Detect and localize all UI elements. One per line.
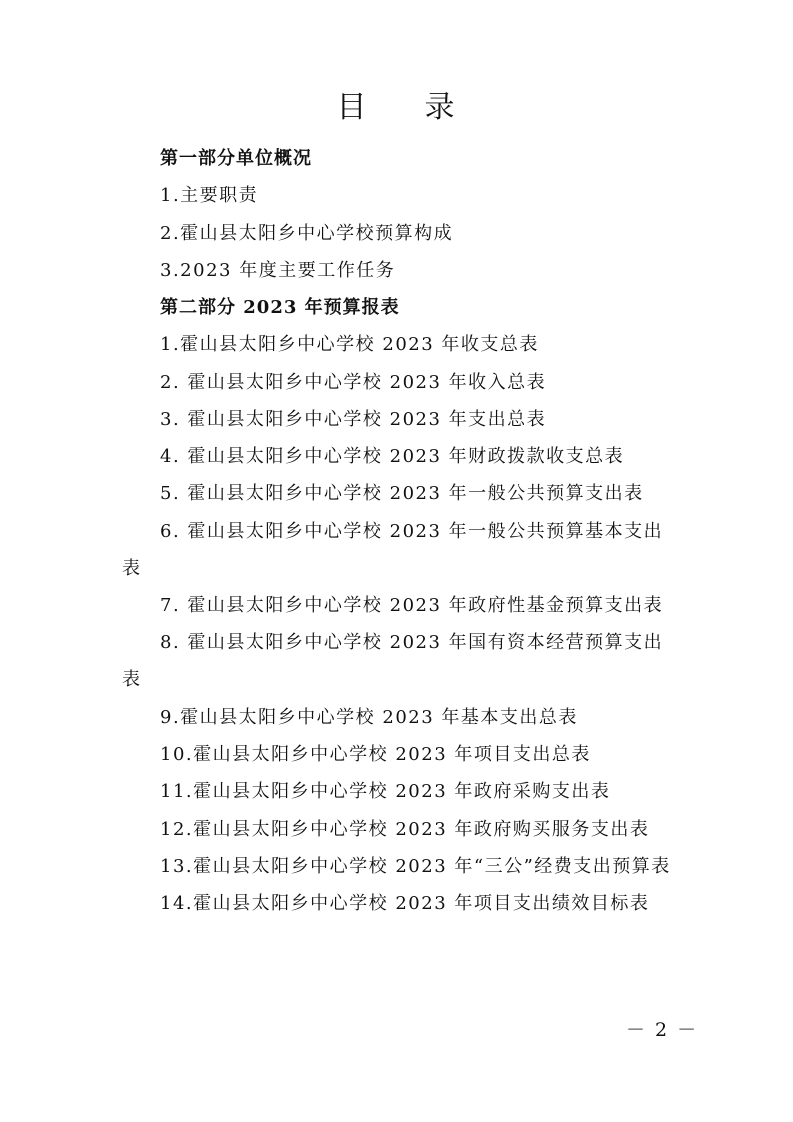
toc-item: 8. 霍山县太阳乡中心学校 2023 年国有资本经营预算支出: [160, 632, 664, 653]
title-char-1: 目: [336, 90, 369, 125]
toc-item: 14.霍山县太阳乡中心学校 2023 年项目支出绩效目标表: [160, 893, 650, 914]
toc-item: 1.霍山县太阳乡中心学校 2023 年收支总表: [160, 334, 539, 355]
toc-item: 11.霍山县太阳乡中心学校 2023 年政府采购支出表: [160, 781, 611, 802]
toc-item: 4. 霍山县太阳乡中心学校 2023 年财政拨款收支总表: [160, 446, 625, 467]
toc-item: 12.霍山县太阳乡中心学校 2023 年政府购买服务支出表: [160, 819, 650, 840]
toc-item: 13.霍山县太阳乡中心学校 2023 年“三公”经费支出预算表: [160, 856, 671, 877]
part1-heading: 第一部分单位概况: [160, 148, 312, 169]
title-char-2: 录: [424, 90, 457, 125]
page-number: － 2 －: [626, 1019, 699, 1041]
toc-item: 6. 霍山县太阳乡中心学校 2023 年一般公共预算基本支出: [160, 521, 664, 542]
page-title: [0, 88, 793, 128]
toc-item: 3.2023 年度主要工作任务: [160, 260, 396, 281]
toc-item: 7. 霍山县太阳乡中心学校 2023 年政府性基金预算支出表: [160, 595, 664, 616]
toc-item: 5. 霍山县太阳乡中心学校 2023 年一般公共预算支出表: [160, 483, 644, 504]
toc-item: 2.霍山县太阳乡中心学校预算构成: [160, 223, 454, 244]
toc-item: 10.霍山县太阳乡中心学校 2023 年项目支出总表: [160, 744, 591, 765]
toc-item: 3. 霍山县太阳乡中心学校 2023 年支出总表: [160, 409, 547, 430]
toc-item: 9.霍山县太阳乡中心学校 2023 年基本支出总表: [160, 707, 578, 728]
part2-heading: 第二部分 2023 年预算报表: [160, 297, 400, 318]
toc-item-continuation: 表: [122, 558, 142, 579]
toc-item: 1.主要职责: [160, 185, 259, 206]
toc-item: 2. 霍山县太阳乡中心学校 2023 年收入总表: [160, 372, 547, 393]
toc-item-continuation: 表: [122, 669, 142, 690]
